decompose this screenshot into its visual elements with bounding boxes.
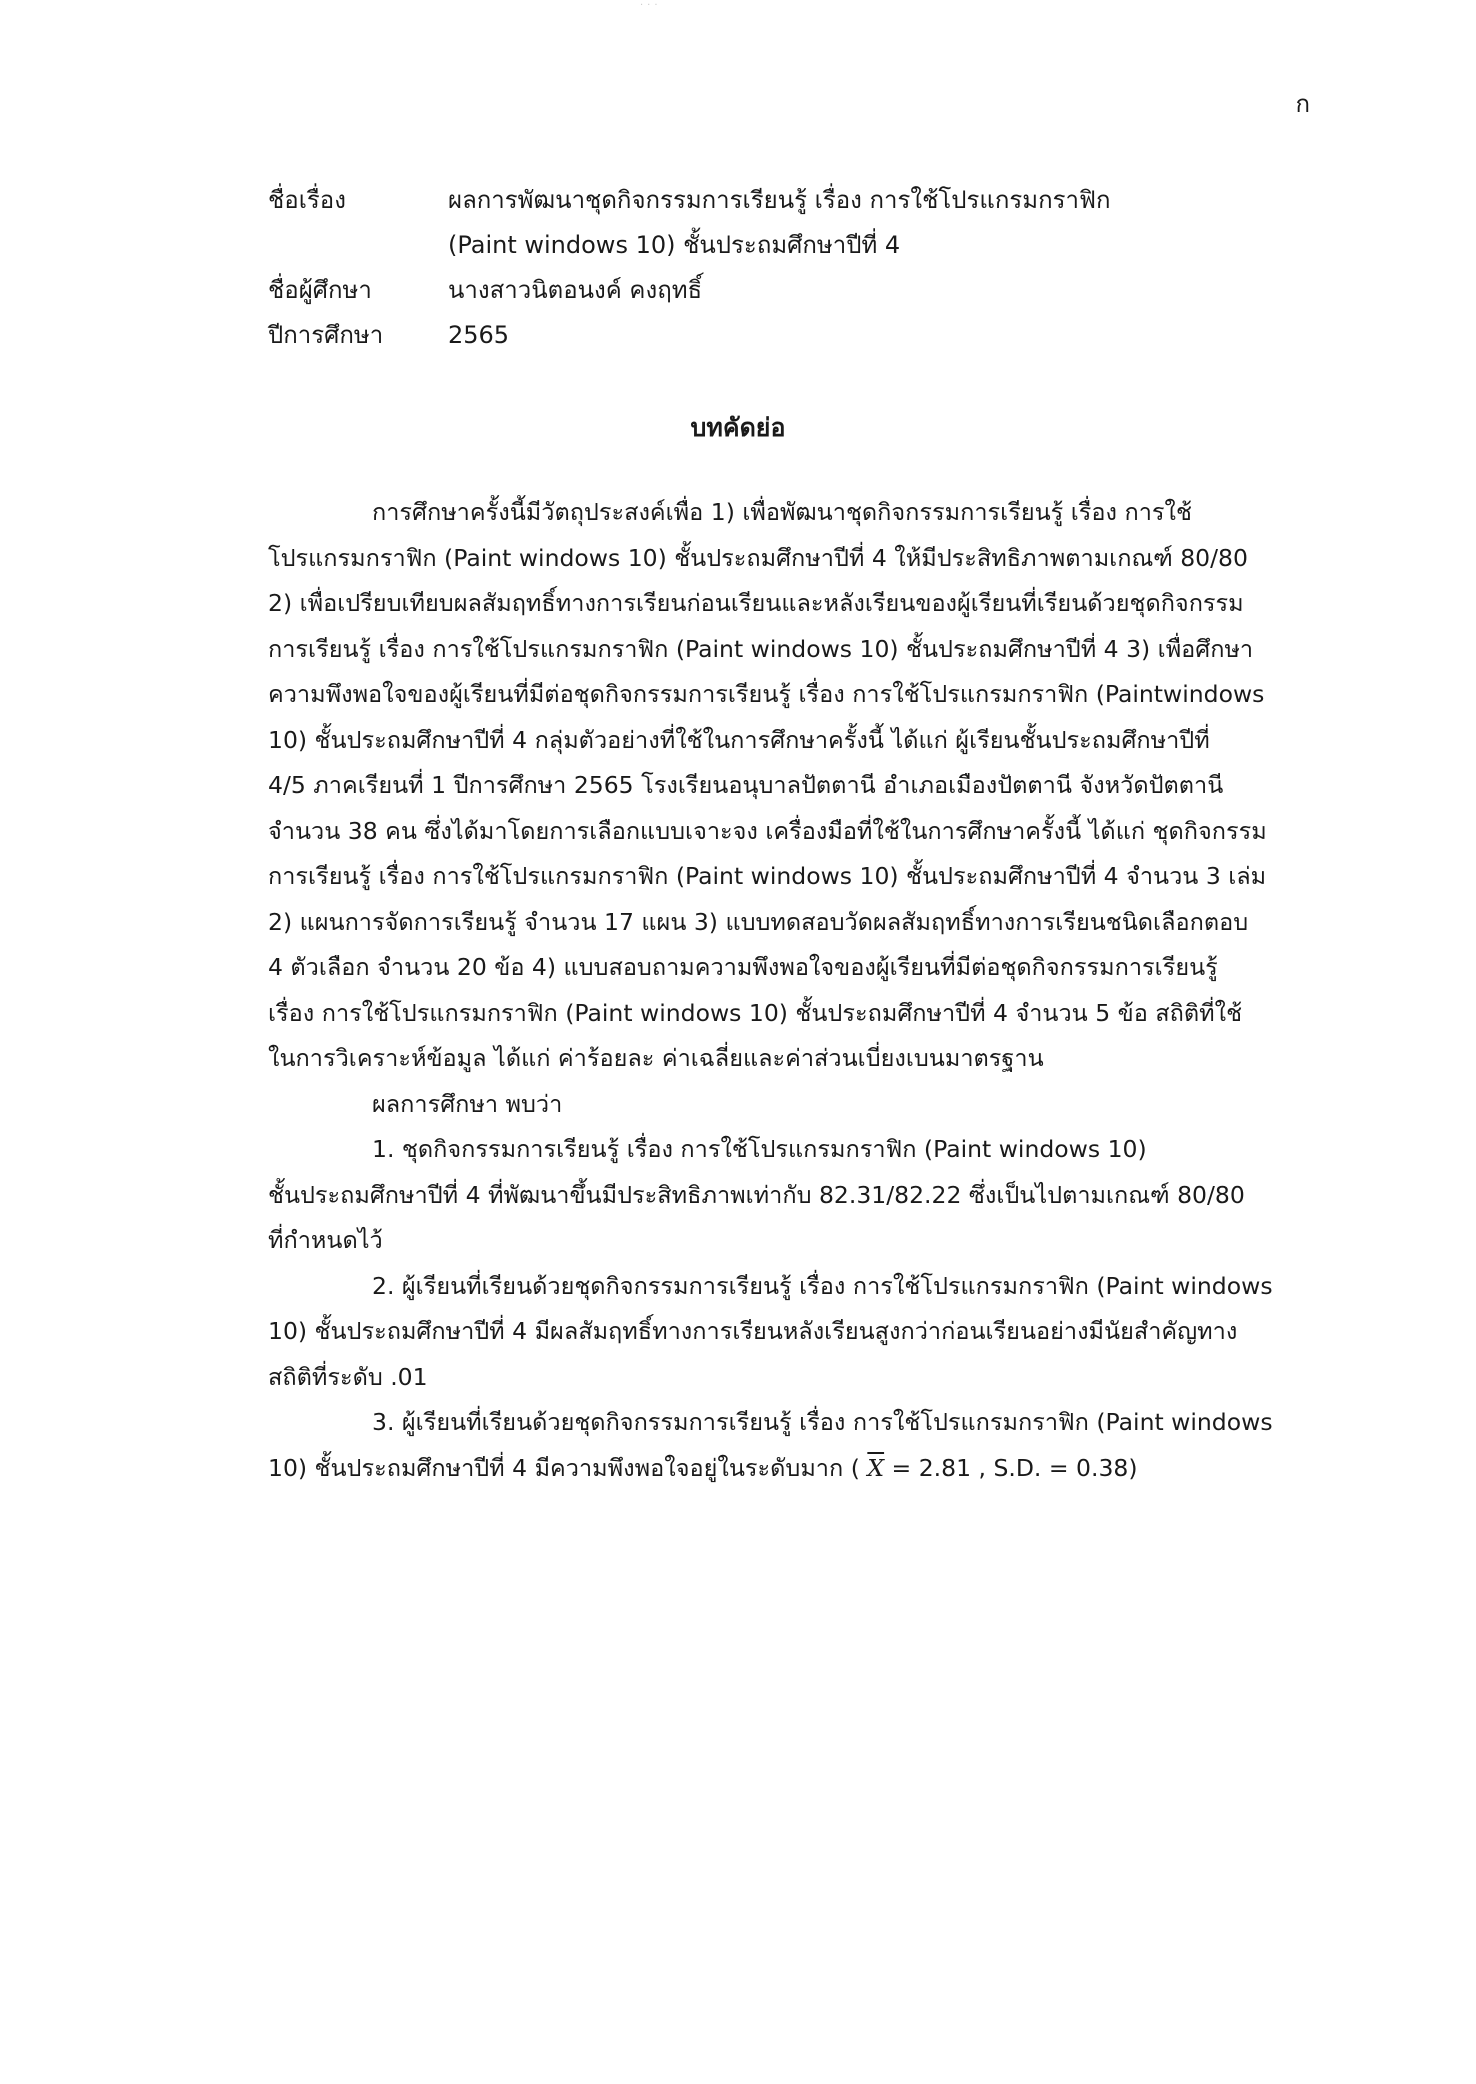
abstract-line: 10) ชั้นประถมศึกษาปีที่ 4 กลุ่มตัวอย่างที่ใช้ในการศึกษาครั้งนี้ ได้แก่ ผู้เรียนชั้นประถมศึกษาปีที่ bbox=[268, 725, 1210, 754]
abstract-line: เรื่อง การใช้โปรแกรมกราฟิก (Paint windows 10) ชั้นประถมศึกษาปีที่ 4 จำนวน 5 ข้อ สถิติที่ใช้ bbox=[268, 998, 1243, 1027]
abstract-line: การเรียนรู้ เรื่อง การใช้โปรแกรมกราฟิก (Paint windows 10) ชั้นประถมศึกษาปีที่ 4 จำนวน 3 เล่ม bbox=[268, 862, 1267, 890]
abstract-line: โปรแกรมกราฟิก (Paint windows 10) ชั้นประถมศึกษาปีที่ 4 ให้มีประสิทธิภาพตามเกณฑ์ 80/80 bbox=[268, 543, 1248, 572]
result-2-line: สถิติที่ระดับ .01 bbox=[268, 1362, 428, 1391]
abstract-line: 2) แผนการจัดการเรียนรู้ จำนวน 17 แผน 3) แบบทดสอบวัดผลสัมฤทธิ์ทางการเรียนชนิดเลือกตอบ bbox=[268, 907, 1249, 936]
year-label: ปีการศึกษา bbox=[268, 321, 384, 349]
year-row bbox=[268, 313, 1308, 358]
results-intro: ผลการศึกษา พบว่า bbox=[372, 1089, 563, 1118]
year-value: 2565 bbox=[448, 321, 510, 349]
abstract-line: 4 ตัวเลือก จำนวน 20 ข้อ 4) แบบสอบถามความพึงพอใจของผู้เรียนที่มีต่อชุดกิจกรรมการเรียนรู้ bbox=[268, 953, 1218, 981]
top-mark: ··· bbox=[640, 0, 662, 11]
result-1-line: ชั้นประถมศึกษาปีที่ 4 ที่พัฒนาขึ้นมีประสิทธิภาพเท่ากับ 82.31/82.22 ซึ่งเป็นไปตามเกณฑ์ 80/80 bbox=[268, 1180, 1245, 1209]
result-2-line: 2. ผู้เรียนที่เรียนด้วยชุดกิจกรรมการเรียนรู้ เรื่อง การใช้โปรแกรมกราฟิก (Paint windows bbox=[372, 1271, 1273, 1300]
document-meta bbox=[268, 178, 1308, 358]
title-label: ชื่อเรื่อง bbox=[268, 186, 346, 214]
abstract-line: 4/5 ภาคเรียนที่ 1 ปีการศึกษา 2565 โรงเรียนอนุบาลปัตตานี อำเภอเมืองปัตตานี จังหวัดปัตตานี bbox=[268, 771, 1224, 799]
title-line-1: ผลการพัฒนาชุดกิจกรรมการเรียนรู้ เรื่อง การใช้โปรแกรมกราฟิก bbox=[448, 186, 1111, 214]
result-1-line: 1. ชุดกิจกรรมการเรียนรู้ เรื่อง การใช้โปรแกรมกราฟิก (Paint windows 10) bbox=[372, 1135, 1147, 1163]
result-3-suffix: = 2.81 , S.D. = 0.38) bbox=[884, 1453, 1138, 1482]
result-1-line: ที่กำหนดไว้ bbox=[268, 1226, 383, 1254]
abstract-line: การศึกษาครั้งนี้มีวัตถุประสงค์เพื่อ 1) เพื่อพัฒนาชุดกิจกรรมการเรียนรู้ เรื่อง การใช้ bbox=[372, 498, 1192, 526]
abstract-line: การเรียนรู้ เรื่อง การใช้โปรแกรมกราฟิก (Paint windows 10) ชั้นประถมศึกษาปีที่ 4 3) เพื่อศึกษา bbox=[268, 634, 1254, 663]
abstract-body bbox=[268, 490, 1310, 1491]
result-3-prefix: 10) ชั้นประถมศึกษาปีที่ 4 มีความพึงพอใจอยู่ในระดับมาก ( bbox=[268, 1453, 868, 1482]
abstract-line: 2) เพื่อเปรียบเทียบผลสัมฤทธิ์ทางการเรียนก่อนเรียนและหลังเรียนของผู้เรียนที่เรียนด้วยชุดกิจกรรม bbox=[268, 589, 1244, 617]
title-line-2: (Paint windows 10) ชั้นประถมศึกษาปีที่ 4 bbox=[448, 231, 901, 259]
result-2-line: 10) ชั้นประถมศึกษาปีที่ 4 มีผลสัมฤทธิ์ทางการเรียนหลังเรียนสูงกว่าก่อนเรียนอย่างมีนัยสำคัญทาง bbox=[268, 1317, 1238, 1345]
mean-symbol: $\overline{X}$ bbox=[867, 1453, 885, 1482]
author-value: นางสาวนิตอนงค์ คงฤทธิ์ bbox=[448, 276, 703, 304]
abstract-line: ความพึงพอใจของผู้เรียนที่มีต่อชุดกิจกรรมการเรียนรู้ เรื่อง การใช้โปรแกรมกราฟิก (Paintwindows bbox=[268, 680, 1265, 708]
abstract-line: จำนวน 38 คน ซึ่งได้มาโดยการเลือกแบบเจาะจง เครื่องมือที่ใช้ในการศึกษาครั้งนี้ ได้แก่ ชุดกิจกรรม bbox=[268, 816, 1267, 845]
abstract-heading: บทคัดย่อ bbox=[690, 413, 786, 442]
title-value bbox=[448, 178, 1308, 268]
result-3-line: 3. ผู้เรียนที่เรียนด้วยชุดกิจกรรมการเรียนรู้ เรื่อง การใช้โปรแกรมกราฟิก (Paint windows bbox=[372, 1408, 1273, 1436]
author-label: ชื่อผู้ศึกษา bbox=[268, 276, 372, 304]
author-row bbox=[268, 268, 1308, 313]
abstract-line: ในการวิเคราะห์ข้อมูล ได้แก่ ค่าร้อยละ ค่าเฉลี่ยและค่าส่วนเบี่ยงเบนมาตรฐาน bbox=[268, 1044, 1044, 1072]
result-3-last-line bbox=[268, 1446, 1310, 1492]
title-row bbox=[268, 178, 1308, 268]
page-number: ก bbox=[1295, 90, 1310, 118]
